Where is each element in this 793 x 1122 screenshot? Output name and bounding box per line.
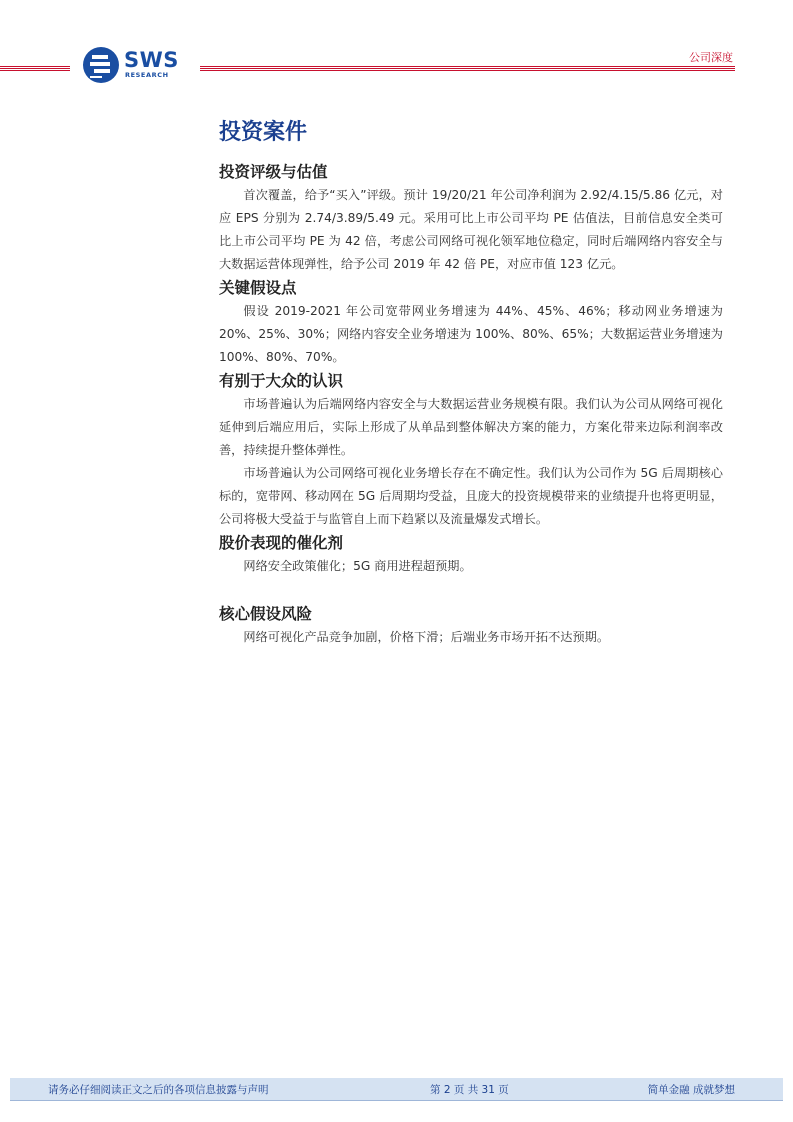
footer-page-number: 第 2 页 共 31 页 <box>430 1084 509 1096</box>
section-heading: 有别于大众的认识 <box>219 372 344 390</box>
sws-logo-icon <box>82 46 120 84</box>
logo-text: SWS <box>124 48 179 72</box>
section-heading: 投资评级与估值 <box>219 163 328 181</box>
section-assumptions <box>219 276 723 369</box>
section-heading: 核心假设风险 <box>219 605 313 623</box>
section-catalysts <box>219 531 723 578</box>
report-type-tag: 公司深度 <box>689 51 733 64</box>
paragraph: 首次覆盖，给予“买入”评级。预计 19/20/21 年公司净利润为 2.92/4.15/5.86 亿元，对应 EPS 分别为 2.74/3.89/5.49 元。采用可比上市公司平均 PE 估值法，目前信息安全类可比上市公司平均 PE 为 42 倍，考虑公司网络可视化领军地位稳定，同时后端网络内容安全与大数据运营体现弹性，给予公司 2019 年 42 倍 PE，对应市值 123 亿元。 <box>219 188 723 271</box>
paragraph: 网络可视化产品竞争加剧，价格下滑；后端业务市场开拓不达预期。 <box>243 630 610 644</box>
page-title: 投资案件 <box>219 120 308 145</box>
paragraph: 假设 2019-2021 年公司宽带网业务增速为 44%、45%、46%；移动网业务增速为 20%、25%、30%；网络内容安全业务增速为 100%、80%、65%；大数据运营业务增速为 100%、80%、70%。 <box>219 304 723 364</box>
sws-logo <box>82 46 187 86</box>
main-content <box>219 118 723 649</box>
section-heading: 关键假设点 <box>219 279 297 297</box>
page-footer <box>10 1078 783 1101</box>
section-risks <box>219 602 723 649</box>
spacer <box>219 578 723 602</box>
footer-slogan: 简单金融 成就梦想 <box>647 1084 735 1096</box>
logo-subtext: RESEARCH <box>125 71 169 79</box>
paragraph: 市场普遍认为公司网络可视化业务增长存在不确定性。我们认为公司作为 5G 后周期核心标的，宽带网、移动网在 5G 后周期均受益，且庞大的投资规模带来的业绩提升也将更明显，公司将极大受益于与监管自上而下趋紧以及流量爆发式增长。 <box>219 466 723 526</box>
paragraph: 市场普遍认为后端网络内容安全与大数据运营业务规模有限。我们认为公司从网络可视化延伸到后端应用后，实际上形成了从单品到整体解决方案的能力，方案化带来边际利润率改善，持续提升整体弹性。 <box>219 397 723 457</box>
paragraph: 网络安全政策催化；5G 商用进程超预期。 <box>243 559 472 573</box>
footer-disclaimer: 请务必仔细阅读正文之后的各项信息披露与声明 <box>48 1084 269 1096</box>
section-rating <box>219 160 723 276</box>
header-rule-left <box>0 66 70 71</box>
section-differentiated-view <box>219 369 723 531</box>
section-heading: 股价表现的催化剂 <box>219 534 344 552</box>
header-rule-right <box>200 66 735 71</box>
